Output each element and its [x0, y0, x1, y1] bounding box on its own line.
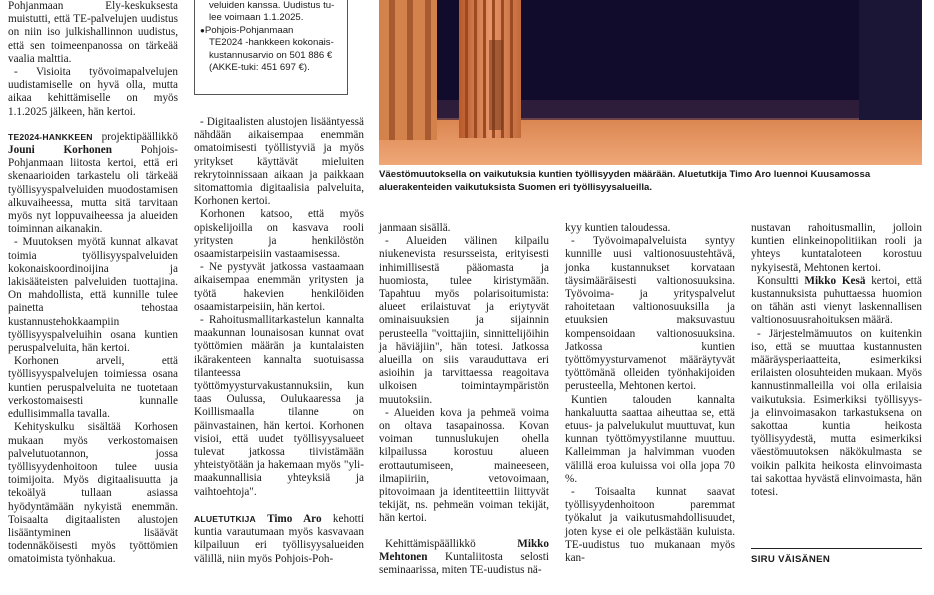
- paragraph: nustavan rahoitusmallin, jolloin kuntien elinkeinopolitiikan rooli ja yhteys kuntataloteen korostuu nykyisestä, Mehtonen kertoi.: [751, 222, 922, 274]
- paragraph: ALUETUTKIJA Timo Aro kehotti kuntia varautumaan myös kasvavaan kilpailuun eri työllisyysalueiden välillä, niin myös Pohjois-Poh-: [194, 512, 364, 565]
- fact-line: kustannusarvio on 501 886 €: [209, 49, 333, 61]
- photo-caption: Väestömuutoksella on vaikutuksia kuntien työllisyyden määrään. Aluetutkija Timo Aro luennoi Kuusamossa aluerakenteiden vaikutuksista Suomen eri työllisyysalueilla.: [379, 169, 871, 193]
- article-column-3: [379, 222, 549, 577]
- paragraph: - Alueiden kova ja pehmeä voima on oltava tasapainossa. Kovan voiman tunnuslukujen ohella kilpailussa korostuu alueen erottautumiseen, maineeseen, ilmapiiriin, vetovoimaan, pitovoimaan ja identiteettiin liittyvät tekijät, ns. pehmeän voiman tekijät, hän kertoi.: [379, 406, 549, 525]
- fact-line: veluiden kanssa. Uudistus tu-: [209, 0, 335, 11]
- paragraph: Kuntien talouden kannalta hankaluutta saattaa aiheuttaa se, että etuus- ja palvelukulut muuttuvat, kun kunnan työttömyystilanne muuttuu. Kalleimman ja halvimman vuoden välillä eroa kuluissa voi olla jopa 70 %.: [565, 393, 735, 485]
- paragraph: Konsultti Mikko Kesä kertoi, että kustannuksista puhuttaessa huomion on tähän asti vienyt laskennallisen valtionosuusrahoituksen määrä.: [751, 274, 922, 327]
- paragraph: - Rahoitusmallitarkastelun kannalta maakunnan lounaisosan kunnat ovat työttömien määrän ja kuntalaisten ikärakenteen kannalta suotuisassa tilanteessa työttömyysturvakustannuksiin, kun taas Oulussa, Oulukaaressa ja Koillismaalla tilanne on päinvastainen, hän kertoi. Korhonen visioi, että uudet työllisyysalueet tulevat jatkossa tiivistämään yhteistyötään ja hakemaan myös "yli-maakunnallisia yhteyksiä ja vaihtoehtoja".: [194, 314, 364, 498]
- section-kicker: TE2024-HANKKEEN: [8, 131, 93, 142]
- bullet-icon: ●: [200, 25, 205, 35]
- paragraph: - Visioita työvoimapalvelujen uudistamiselle on hyvä olla, mutta aikaa kehittämiselle on myös 1.1.2025 jälkeen, hän kertoi.: [8, 66, 178, 118]
- paragraph: Korhonen arveli, että työllisyyspalvelujen toimiessa osana kuntien peruspalveluita ne tuotetaan verkostomaisesti kunnalle edullisimmalla tavalla.: [8, 355, 178, 421]
- paragraph: Kehittämispäällikkö Mikko Mehtonen Kuntaliitosta selosti seminaarissa, miten TE-uudistus nä-: [379, 537, 549, 577]
- person-name: Mikko Mehtonen: [379, 537, 549, 563]
- paragraph: janmaan sisällä.: [379, 222, 451, 234]
- section-kicker: ALUETUTKIJA: [194, 513, 256, 524]
- paragraph: Pohjanmaan Ely-keskuksesta muistutti, että TE-palvelujen uudistus on niin iso julkishallinnon uudistus, että sen toimeenpanossa on tärkeää vaalia malttia.: [8, 0, 178, 65]
- paragraph: - Työvoimapalveluista syntyy kunnille uusi valtionosuustehtävä, jonka kustannukset korvataan täysimääräisesti valtionosuuksina. Työvoima- ja yrityspalvelut rahoitetaan valtionosuuksilla ja etuuksien maksuvastuu kompensoidaan valtionosuuksina. Jatkossa kuntien työttömyysturvamenot määräytyvät työttömänä olleiden työnhakijoiden perusteella, Mehtonen kertoi.: [565, 235, 735, 393]
- paragraph: - Ne pystyvät jatkossa vastaamaan aikaisempaa enemmän yritysten ja työtä hakevien henkilöiden osaamistarpeisiin, hän kertoi.: [194, 261, 364, 313]
- stage-illustration: [379, 0, 922, 165]
- article-column-5: [751, 222, 922, 499]
- paragraph: - Muutoksen myötä kunnat alkavat toimia työllisyyspalveluiden kokonaiskoordinoijina ja lakisääteisten palveluiden tuottajina. On mahdollista, että kunnille tulee painetta tehostaa kustannustehokkaampiin työllisyyspalveluihin osana kuntien peruspalveluita, hän kertoi.: [8, 236, 178, 355]
- author-byline: SIRU VÄISÄNEN: [751, 548, 922, 565]
- person-name: Mikko Kesä: [804, 274, 866, 287]
- paragraph: - Toisaalta kunnat saavat työllisyydenhoitoon paremmat työkalut ja vaikutusmahdollisuudet, joten kyse ei ole pelkästään kuluista. TE-uudistus tuo mukanaan myös kan-: [565, 486, 735, 565]
- paragraph: Kehityskulku sisältää Korhosen mukaan myös verkostomaisen palvelutuotannon, jossa työllisyydenhoitoon tulee uusia toimijoita. Myös digitaalisuutta ja tekoälyä tullaan asiassa hyödyntämään nykyistä enemmän. Toisaalta digitaalisten alustojen lisääntyminen lisäävät todennäköisesti myös työttömien omatoimista työnhakua.: [8, 421, 178, 566]
- person-name: Jouni Korhonen: [8, 144, 112, 157]
- paragraph: - Järjestelmämuutos on kuitenkin iso, että se muuttaa kustannusten määräysperiaatteita, esimerkiksi erilaisten olosuhteiden mukaan. Myös kannustinmalleilla voi olla erilaisia vaikutuksia. Esimerkiksi työllisyys- ja elinvoimasakon tarkastuksena on sakottaa kuntia heikosta työllisyydestä, mutta esimerkiksi väestömuutoksen näkökulmasta se voikin palkita heikosta elinvoimasta tai sakottaa hyvästä elinvoimasta, hän totesi.: [751, 327, 922, 499]
- lecture-photo: [379, 0, 922, 165]
- person-name: Timo Aro: [255, 512, 322, 525]
- paragraph: TE2024-HANKKEEN projektipäällikkö Jouni Korhonen Pohjois-Pohjanmaan liitosta kertoi, että eri skenaarioiden tarkastelu oli tärkeää työllisyyspalveluiden muodostamisen alkuvaiheessa, mutta sitä tarvitaan myös nyt loppuvaiheessa ja alueiden toiminnan aikanakin.: [8, 130, 178, 236]
- paragraph: kyy kuntien taloudessa.: [565, 222, 671, 234]
- fact-line: ●Pohjois-Pohjanmaan: [200, 24, 294, 36]
- paragraph: - Alueiden välinen kilpailu niukenevista resursseista, erityisesti inhimillisestä pääomasta ja huomiosta, tulee kiristymään. Tapahtuu myös polarisoitumista: alueet erilaistuvat ja eriytyvät ominaisuuksien ja sijainnin perusteella "voittajiin, sinnittelijöihin ja häviäjiin", hän totesi. Jatkossa alueilla on siis varauduttava eri asioihin ja tarvittaessa reagoitava ulkoisen toimintaympäristön muutoksiin.: [379, 235, 549, 406]
- paragraph: Korhonen katsoo, että myös opiskelijoilla on kasvava rooli yritysten ja henkilöstön osaamistarpeisiin vastaamisessa.: [194, 208, 364, 261]
- fact-box: [194, 0, 348, 95]
- article-column-4: [565, 222, 735, 565]
- fact-line: lee voimaan 1.1.2025.: [209, 12, 304, 24]
- fact-line: TE2024 -hankkeen kokonais-: [209, 37, 334, 49]
- fact-line: (AKKE-tuki: 451 697 €).: [209, 62, 310, 74]
- article-column-1: [8, 0, 178, 567]
- paragraph: - Digitaalisten alustojen lisääntyessä nähdään aikaisempaa enemmän omatoimisesti työllistyviä ja myös yritykset käyttävät mieluiten rekrytoinnissaan aikaan ja paikkaan sitomattomia digitaalisia palveluita, Korhonen kertoi.: [194, 116, 364, 208]
- article-column-2: [194, 116, 364, 566]
